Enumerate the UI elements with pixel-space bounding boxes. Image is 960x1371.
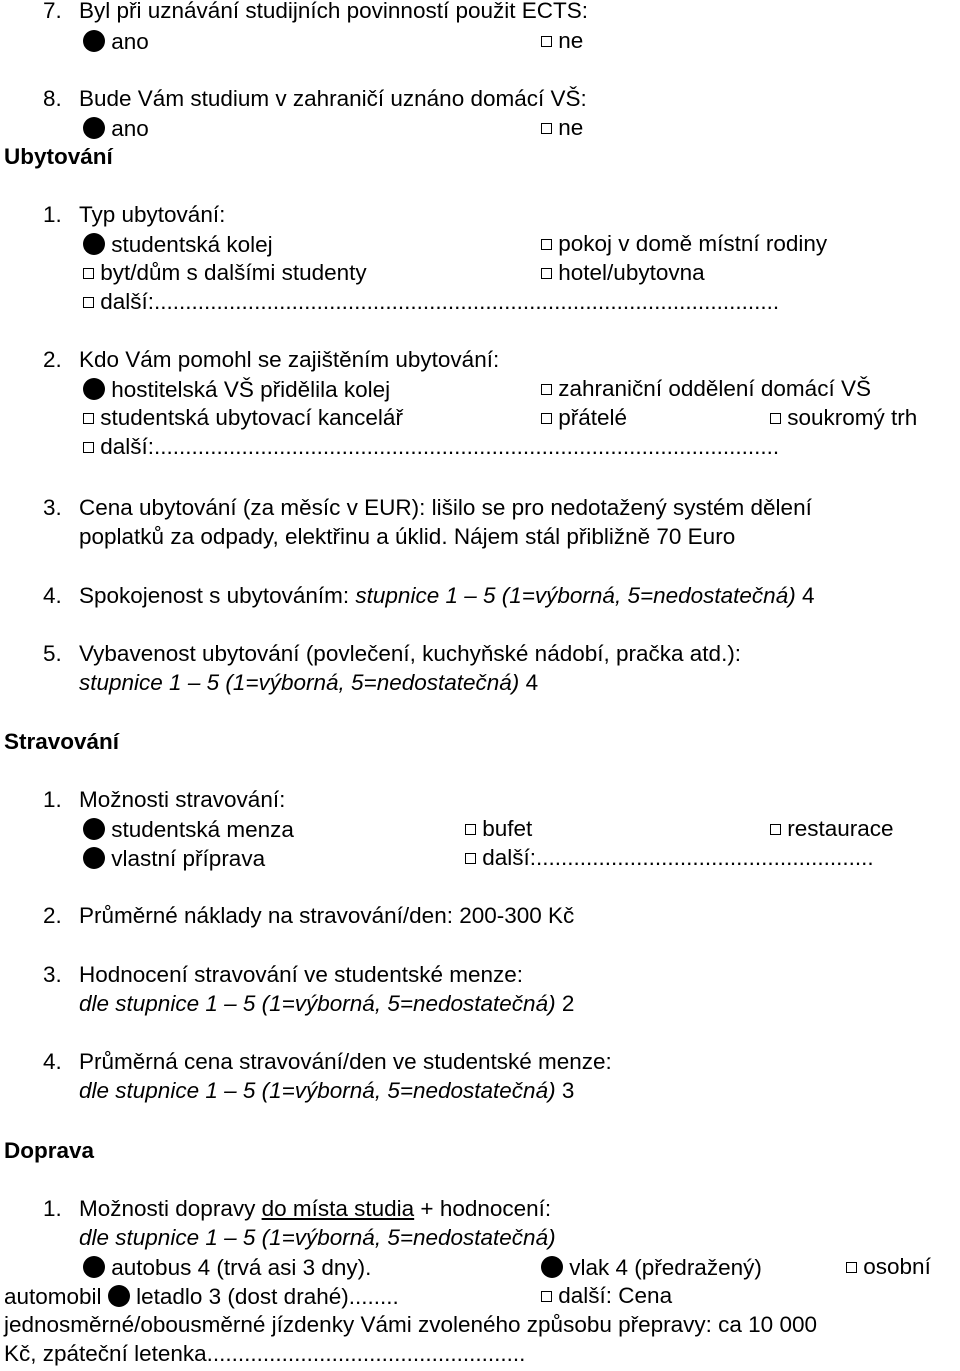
filled-bullet-icon [83,233,105,255]
ubyt-q5-rating [79,672,538,695]
ubyt-q1-option-4[interactable]: hotel/ubytovna [541,262,705,285]
ubyt-q1-option-3[interactable]: byt/dům s dalšími studenty [83,262,367,285]
doprava-option-car[interactable]: osobní [846,1256,931,1279]
checkbox-icon [541,1291,552,1302]
ubyt-q2-option-5[interactable]: soukromý trh [770,407,917,430]
ubyt-q2-option-other[interactable]: další:.................................................................................................... [83,436,779,459]
section-heading-doprava: Doprava [4,1138,95,1163]
strav-q4-rating [79,1080,574,1103]
checkbox-icon [770,413,781,424]
rating-value: 4 [519,670,539,695]
doprava-continuation-2: Kč, zpáteční letenka................................................... [4,1341,526,1366]
ubyt-q2-option-4[interactable]: přátelé [541,407,627,430]
ubyt-q2-option-2[interactable]: zahraniční oddělení domácí VŠ [541,378,871,401]
checkbox-icon [83,413,94,424]
section-heading-ubytovani: Ubytování [4,144,113,169]
filled-bullet-icon [83,117,105,139]
strav-question-3: 3. Hodnocení stravování ve studentské menze: [43,962,524,987]
q7-option-ne[interactable]: ne [541,30,583,53]
checkbox-icon [83,442,94,453]
question-7: 7. Byl při uznávání studijních povinností použit ECTS: [43,0,589,23]
strav-question-1: 1. Možnosti stravování: [43,787,286,812]
checkbox-icon [83,268,94,279]
q8-option-ne[interactable]: ne [541,117,583,140]
checkbox-icon [465,824,476,835]
ubyt-question-1: 1. Typ ubytování: [43,202,226,227]
filled-bullet-icon [108,1285,130,1307]
q8-option-ano[interactable]: ano [83,117,149,141]
ubyt-question-3: 3. Cena ubytování (za měsíc v EUR): lišilo se pro nedotažený systém dělení [43,495,812,520]
filled-bullet-icon [83,378,105,400]
ubyt-q3-continuation: poplatků za odpady, elektřinu a úklid. Nájem stál přibližně 70 Euro [79,524,736,549]
filled-bullet-icon [83,818,105,840]
rating-value: 2 [555,991,575,1016]
filled-bullet-icon [83,847,105,869]
ubyt-question-4: 4. Spokojenost s ubytováním: stupnice 1 – 5 (1=výborná, 5=nedostatečná) 4 [43,583,815,608]
ubyt-q1-option-1[interactable]: studentská kolej [83,233,273,257]
doprava-option-plane[interactable]: letadlo 3 (dost drahé)........ [108,1284,399,1309]
doprava-option-bus[interactable]: autobus 4 (trvá asi 3 dny). [83,1256,371,1280]
strav-q1-option-other[interactable]: další:...................................................... [465,847,874,870]
filled-bullet-icon [83,1256,105,1278]
checkbox-icon [83,297,94,308]
strav-q1-option-4[interactable]: vlastní příprava [83,847,265,871]
checkbox-icon [541,36,552,47]
strav-q1-option-3[interactable]: restaurace [770,818,894,841]
checkbox-icon [846,1262,857,1273]
ubyt-question-2: 2. Kdo Vám pomohl se zajištěním ubytování: [43,347,500,372]
checkbox-icon [770,824,781,835]
strav-q1-option-1[interactable]: studentská menza [83,818,294,842]
doprava-line-2 [4,1285,399,1309]
filled-bullet-icon [83,30,105,52]
filled-bullet-icon [541,1256,563,1278]
section-heading-stravovani: Stravování [4,729,120,754]
doprava-option-train[interactable]: vlak 4 (předražený) [541,1256,762,1280]
rating-scale: dle stupnice 1 – 5 (1=výborná, 5=nedostatečná) [79,991,556,1016]
rating-scale: dle stupnice 1 – 5 (1=výborná, 5=nedostatečná) [79,1078,556,1103]
checkbox-icon [541,123,552,134]
checkbox-icon [541,413,552,424]
rating-scale: stupnice 1 – 5 (1=výborná, 5=nedostatečná) [79,670,520,695]
question-8: 8. Bude Vám studium v zahraničí uznáno domácí VŠ: [43,86,587,111]
doprava-question-1: 1. Možnosti dopravy do místa studia + hodnocení: [43,1196,552,1221]
ubyt-question-5: 5. Vybavenost ubytování (povlečení, kuchyňské nádobí, pračka atd.): [43,641,742,666]
underlined-phrase: do místa studia [261,1196,415,1221]
strav-question-4: 4. Průměrná cena stravování/den ve studentské menze: [43,1049,612,1074]
doprava-rating-scale: dle stupnice 1 – 5 (1=výborná, 5=nedostatečná) [79,1225,556,1250]
doprava-option-car-continued: automobil [4,1284,102,1309]
rating-value: 3 [555,1078,575,1103]
rating-value: 4 [795,583,815,608]
q7-option-ano[interactable]: ano [83,30,149,54]
strav-q1-option-2[interactable]: bufet [465,818,532,841]
checkbox-icon [541,239,552,250]
rating-scale: stupnice 1 – 5 (1=výborná, 5=nedostatečná) [355,583,796,608]
checkbox-icon [541,384,552,395]
strav-q3-rating [79,993,574,1016]
checkbox-icon [541,268,552,279]
ubyt-q2-option-3[interactable]: studentská ubytovací kancelář [83,407,403,430]
doprava-option-other[interactable]: další: Cena [541,1285,672,1308]
ubyt-q1-option-other[interactable]: další:.................................................................................................... [83,291,779,314]
doprava-continuation-1: jednosměrné/obousměrné jízdenky Vámi zvoleného způsobu přepravy: ca 10 000 [4,1312,817,1337]
ubyt-q1-option-2[interactable]: pokoj v domě místní rodiny [541,233,827,256]
checkbox-icon [465,853,476,864]
strav-question-2: 2. Průměrné náklady na stravování/den: 200-300 Kč [43,903,575,928]
ubyt-q2-option-1[interactable]: hostitelská VŠ přidělila kolej [83,378,390,402]
